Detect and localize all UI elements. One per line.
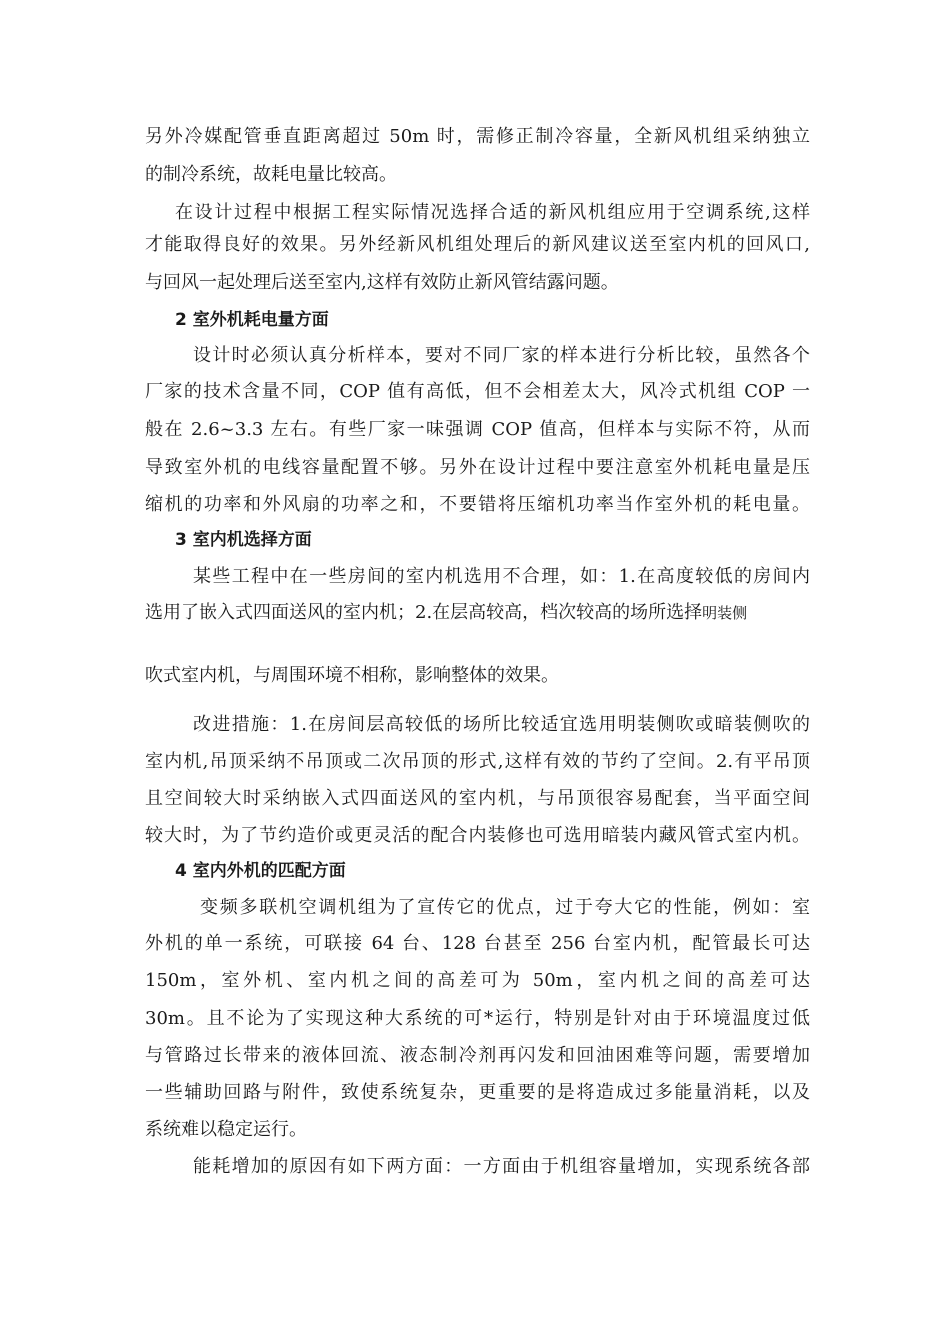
paragraph-6-line-7: 系统难以稳定运行。 [145,1119,307,1140]
paragraph-7-line-1: 能耗增加的原因有如下两方面：一方面由于机组容量增加，实现系统各部 [193,1156,810,1177]
paragraph-3-line-1: 设计时必须认真分析样本，要对不同厂家的样本进行分析比较，虽然各个 [193,345,810,366]
paragraph-6-line-5: 与管路过长带来的液体回流、液态制冷剂再闪发和回油困难等问题，需要增加 [145,1045,810,1066]
paragraph-4-line-2-main: 选用了嵌入式四面送风的室内机；2.在层高较高，档次较高的场所选择 [145,602,703,623]
paragraph-3-line-3: 般在 2.6~3.3 左右。有些厂家一味强调 COP 值高，但样本与实际不符，从而 [145,419,810,440]
paragraph-2-line-2: 才能取得良好的效果。另外经新风机组处理后的新风建议送至室内机的回风口, [145,234,810,255]
paragraph-6-line-6: 一些辅助回路与附件，致使系统复杂，更重要的是将造成过多能量消耗，以及 [145,1082,810,1103]
paragraph-1-line-2: 的制冷系统，故耗电量比较高。 [145,164,397,185]
paragraph-4-line-1: 某些工程中在一些房间的室内机选用不合理，如：1.在高度较低的房间内 [193,566,810,587]
paragraph-6-line-2: 外机的单一系统，可联接 64 台、128 台甚至 256 台室内机，配管最长可达 [145,933,810,954]
paragraph-4-line-3: 吹式室内机，与周围环境不相称，影响整体的效果。 [145,665,559,686]
section-heading-2: 2 室外机耗电量方面 [175,310,329,330]
paragraph-3-line-5: 缩机的功率和外风扇的功率之和，不要错将压缩机功率当作室外机的耗电量。 [145,494,810,515]
paragraph-1-line-1: 另外冷媒配管垂直距离超过 50m 时，需修正制冷容量，全新风机组采纳独立 [145,126,810,147]
paragraph-5-line-2: 室内机,吊顶采纳不吊顶或二次吊顶的形式,这样有效的节约了空间。2.有平吊顶 [145,751,810,772]
section-heading-3: 3 室内机选择方面 [175,530,312,550]
paragraph-5-line-4: 较大时，为了节约造价或更灵活的配合内装修也可选用暗装内藏风管式室内机。 [145,825,810,846]
paragraph-6-line-1: 变频多联机空调机组为了宣传它的优点，过于夸大它的性能，例如：室 [200,897,810,918]
paragraph-6-line-3: 150m，室外机、室内机之间的高差可为 50m，室内机之间的高差可达 [145,970,810,991]
paragraph-2-line-1: 在设计过程中根据工程实际情况选择合适的新风机组应用于空调系统,这样 [175,202,810,223]
section-heading-4: 4 室内外机的匹配方面 [175,861,346,881]
paragraph-4-line-2 [145,600,810,626]
paragraph-4-line-2-tail: 明装侧 [702,604,748,622]
paragraph-3-line-2: 厂家的技术含量不同，COP 值有高低，但不会相差太大，风冷式机组 COP 一 [145,381,810,402]
paragraph-5-line-1: 改进措施：1.在房间层高较低的场所比较适宜选用明装侧吹或暗装侧吹的 [193,714,810,735]
paragraph-5-line-3: 且空间较大时采纳嵌入式四面送风的室内机，与吊顶很容易配套，当平面空间 [145,788,810,809]
paragraph-6-line-4: 30m。且不论为了实现这种大系统的可*运行，特别是针对由于环境温度过低 [145,1008,810,1029]
paragraph-3-line-4: 导致室外机的电线容量配置不够。另外在设计过程中要注意室外机耗电量是压 [145,457,810,478]
paragraph-2-line-3: 与回风一起处理后送至室内,这样有效防止新风管结露问题。 [145,272,619,293]
